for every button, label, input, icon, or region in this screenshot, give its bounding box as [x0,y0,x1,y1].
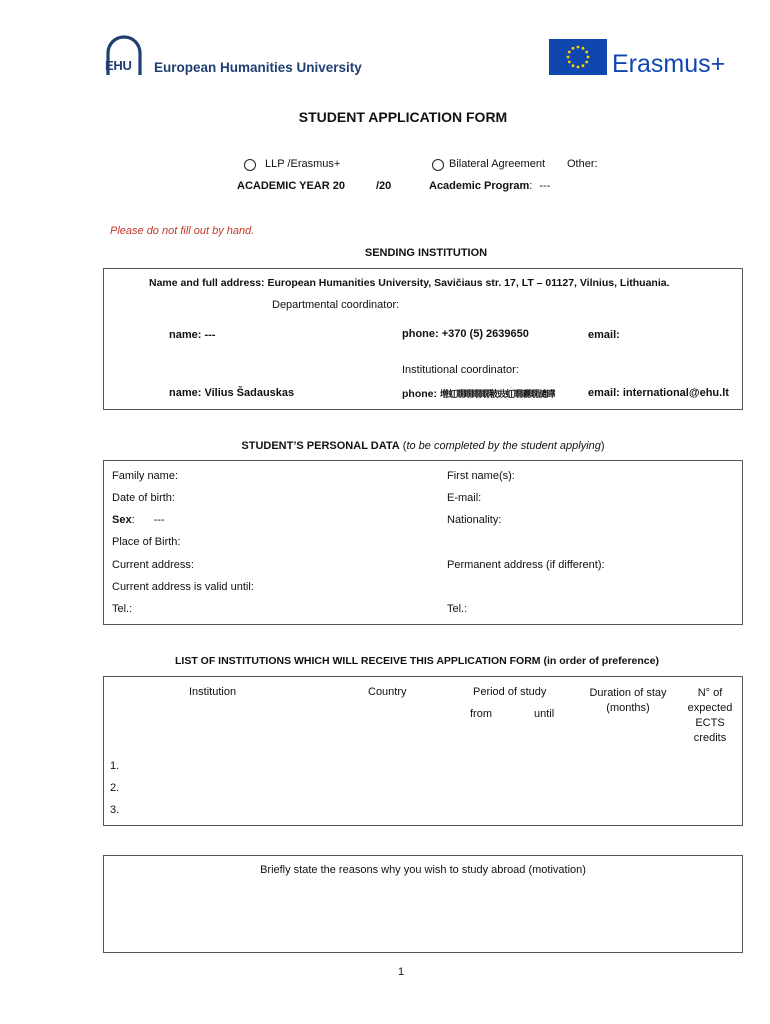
ehu-logo-text: EHU [105,58,132,73]
permanent-address-field[interactable]: Permanent address (if different): [447,559,605,571]
academic-program-colon: : [529,180,533,192]
col-institution: Institution [189,686,237,698]
llp-erasmus-radio[interactable] [244,159,256,171]
place-of-birth-field[interactable]: Place of Birth: [112,536,181,548]
inst-coordinator-name: name: Vilius Šadauskas [169,387,295,399]
academic-program-label: Academic Program [429,180,530,192]
col-ects-line4: credits [693,732,727,744]
personal-data-heading-open: ( [399,440,407,452]
personal-data-heading-italic: to be completed by the student applying [406,440,601,452]
inst-coordinator-phone [402,387,555,400]
col-ects-line3: ECTS [695,717,725,729]
erasmus-logo-text: Erasmus+ [612,50,726,78]
email-field[interactable]: E-mail: [447,492,482,504]
academic-program-value: --- [539,180,551,192]
sending-address: Name and full address: European Humanities University, Savičiaus str. 17, LT – 01127, Vilnius, Lithuania. [149,277,670,289]
institution-row-1[interactable]: 1. [110,760,120,772]
page-number: 1 [398,966,405,978]
departmental-coordinator-label: Departmental coordinator: [272,299,400,311]
tel-right-field[interactable]: Tel.: [447,603,468,615]
eu-flag-icon [549,39,607,75]
inst-coordinator-email: email: international@ehu.lt [588,387,729,399]
bilateral-agreement-label: Bilateral Agreement [449,158,545,170]
academic-program [429,180,550,192]
institutions-heading: LIST OF INSTITUTIONS WHICH WILL RECEIVE THIS APPLICATION FORM (in order of preference) [175,655,659,667]
inst-phone-label: phone: [402,388,437,400]
col-country: Country [368,686,407,698]
bilateral-agreement-radio[interactable] [432,159,444,171]
ehu-logo [104,35,144,77]
inst-phone-garbled: 增虹瞯瞯瞯瞯鞁豉虹瞯曬瞯譴瞱 [439,389,555,399]
sex-colon: : [131,514,135,526]
first-names-field[interactable]: First name(s): [447,470,515,482]
col-period: Period of study [473,686,547,698]
address-valid-until-field[interactable]: Current address is valid until: [112,581,254,593]
col-until: until [534,708,555,720]
eu-stars-icon [549,39,607,75]
dept-coordinator-phone: phone: +370 (5) 2639650 [402,328,529,340]
tel-left-field[interactable]: Tel.: [112,603,133,615]
col-ects-line1: N° of [697,687,723,699]
sending-institution-heading: SENDING INSTITUTION [364,247,488,259]
sex-value: --- [153,514,165,526]
academic-year-separator: /20 [376,180,392,192]
col-ects-line2: expected [687,702,733,714]
academic-year-label: ACADEMIC YEAR 20 [237,180,345,192]
university-name: European Humanities University [154,60,362,75]
family-name-field[interactable]: Family name: [112,470,179,482]
institution-row-3[interactable]: 3. [110,804,120,816]
sex-field[interactable] [112,514,165,526]
personal-data-heading-bold: STUDENT’S PERSONAL DATA [241,440,400,452]
llp-erasmus-label: LLP /Erasmus+ [265,158,341,170]
other-label: Other: [567,158,598,170]
col-from: from [470,708,492,720]
institution-row-2[interactable]: 2. [110,782,120,794]
personal-data-heading-close: ) [600,440,605,452]
sex-label: Sex [112,514,132,526]
col-duration [582,686,674,716]
col-duration-line2: (months) [606,702,650,714]
date-of-birth-field[interactable]: Date of birth: [112,492,175,504]
form-title: STUDENT APPLICATION FORM [298,109,508,125]
current-address-field[interactable]: Current address: [112,559,194,571]
personal-data-box [103,460,743,625]
dept-coordinator-name: name: --- [169,329,216,341]
personal-data-heading [0,440,770,452]
col-duration-line1: Duration of stay [589,687,667,699]
dept-coordinator-email: email: [588,329,620,341]
institutional-coordinator-label: Institutional coordinator: [402,364,519,376]
fill-warning: Please do not fill out by hand. [110,225,255,237]
col-ects [678,686,742,746]
motivation-prompt: Briefly state the reasons why you wish to study abroad (motivation) [260,864,586,876]
nationality-field[interactable]: Nationality: [447,514,502,526]
